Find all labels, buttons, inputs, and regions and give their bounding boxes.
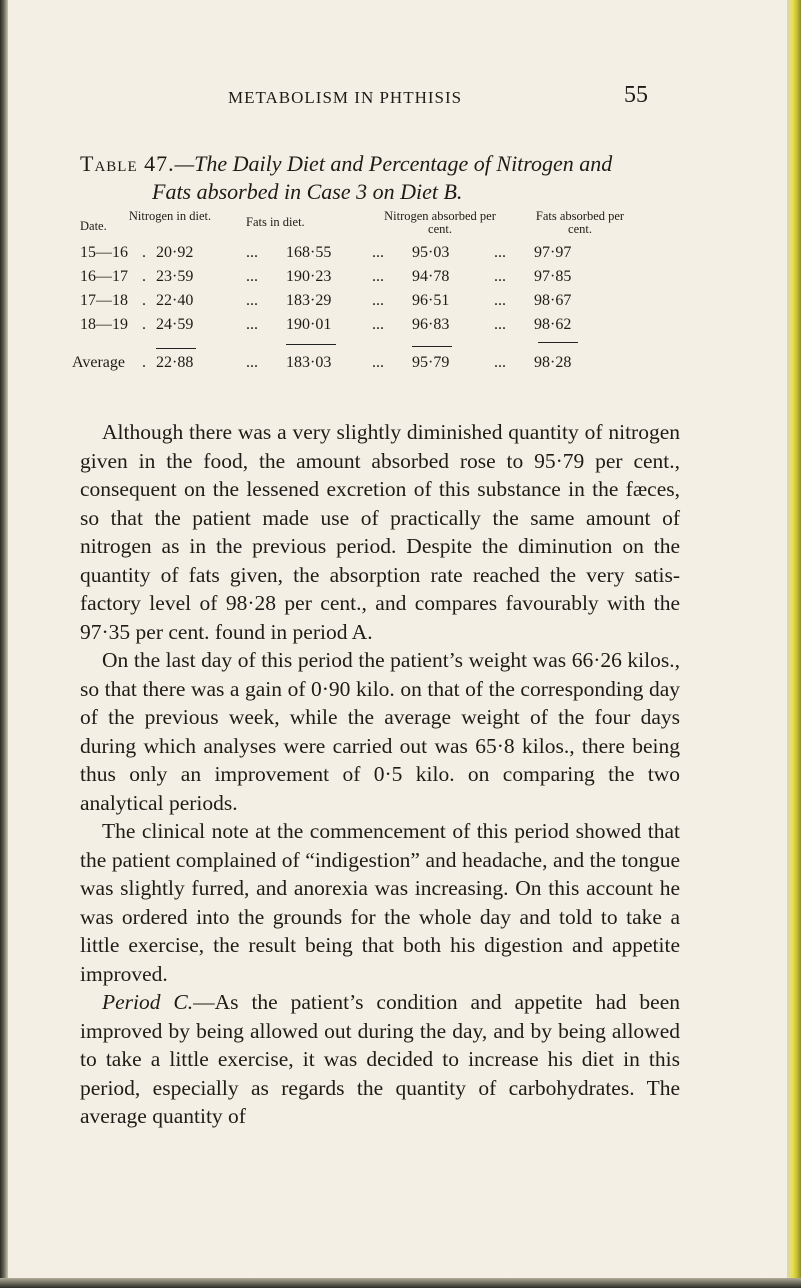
cell-average-label: Average [72, 354, 125, 371]
cell-fats: 190·23 [286, 268, 332, 285]
page-header [228, 82, 648, 112]
cell-ellipsis: ... [246, 354, 258, 371]
running-head: METABOLISM IN PHTHISIS [228, 88, 463, 107]
period-heading: Period C. [102, 990, 194, 1014]
cell-ellipsis: ... [246, 292, 258, 309]
cell-nitrogen-absorbed: 96·51 [412, 292, 450, 309]
cell-ellipsis: ... [494, 244, 506, 261]
paragraph [80, 988, 680, 1131]
cell-date: 16—17 [80, 268, 128, 285]
cell-dot: . [142, 268, 146, 285]
cell-ellipsis: ... [372, 268, 384, 285]
cell-nitrogen-absorbed: 95·79 [412, 354, 450, 371]
cell-fats: 183·29 [286, 292, 332, 309]
cell-date: 18—19 [80, 316, 128, 333]
cell-fats: 168·55 [286, 244, 332, 261]
header-nitrogen-absorbed: Nitrogen absorbed per cent. [384, 209, 496, 236]
page-edge-right [787, 0, 801, 1288]
cell-ellipsis: ... [494, 268, 506, 285]
table-row [76, 292, 676, 316]
header-nitrogen-diet: Nitrogen in diet. [128, 209, 212, 223]
header-fats-diet: Fats in diet. [246, 215, 305, 229]
cell-nitrogen-absorbed: 96·83 [412, 316, 450, 333]
cell-dot: . [142, 292, 146, 309]
cell-fats: 190·01 [286, 316, 332, 333]
table-row [76, 268, 676, 292]
page-number: 55 [624, 82, 648, 108]
cell-ellipsis: ... [372, 316, 384, 333]
cell-dot: . [142, 354, 146, 371]
cell-fats: 183·03 [286, 354, 332, 371]
cell-ellipsis: ... [246, 316, 258, 333]
rule [538, 342, 578, 343]
paragraph: The clinical note at the commencement of this period showed that the patient complained of “indigestion” and headache, and the tongue was slightly furred, and anorexia was increasing. On this account he was ordered into the grounds for the whole day and told to take a little exercise, the result being that both his digestion and appetite improved. [80, 819, 680, 986]
cell-dot: . [142, 316, 146, 333]
cell-nitrogen: 22·88 [156, 354, 194, 371]
table-caption [80, 150, 700, 206]
table-row [76, 244, 676, 268]
cell-ellipsis: ... [246, 244, 258, 261]
cell-nitrogen: 23·59 [156, 268, 194, 285]
cell-dot: . [142, 244, 146, 261]
cell-ellipsis: ... [246, 268, 258, 285]
data-table [72, 209, 676, 378]
cell-ellipsis: ... [494, 354, 506, 371]
header-fats-absorbed: Fats absorbed per cent. [535, 209, 625, 236]
paragraph-text: —As the patient’s condition and appetite had been improved by being allowed out during the day, and by being allowed to take a little exercise, it was decided to increase his diet in this period, especially as regards the quantity of carbohydrates. The average quantity of [80, 990, 680, 1128]
cell-ellipsis: ... [372, 292, 384, 309]
cell-nitrogen-absorbed: 95·03 [412, 244, 450, 261]
cell-date: 17—18 [80, 292, 128, 309]
cell-nitrogen: 20·92 [156, 244, 194, 261]
cell-date: 15—16 [80, 244, 128, 261]
cell-ellipsis: ... [372, 354, 384, 371]
paragraph: On the last day of this period the patient’s weight was 66·26 kilos., so that there was a gain of 0·90 kilo. on that of the corresponding day of the previous week, while the average weight of the four days during which analyses were carried out was 65·8 kilos., there being thus only an improvement of 0·5 kilo. on comparing the two analytical periods. [80, 648, 680, 815]
rule [286, 344, 336, 345]
cell-ellipsis: ... [494, 292, 506, 309]
cell-nitrogen: 24·59 [156, 316, 194, 333]
cell-nitrogen-absorbed: 94·78 [412, 268, 450, 285]
table-row [76, 316, 676, 340]
cell-ellipsis: ... [494, 316, 506, 333]
caption-line-1: —The Daily Diet and Percentage of Nitrogen and [174, 151, 613, 176]
cell-ellipsis: ... [372, 244, 384, 261]
header-date: Date. [80, 219, 107, 233]
table-header-row [76, 210, 676, 244]
cell-fats-absorbed: 98·28 [534, 354, 572, 371]
cell-nitrogen: 22·40 [156, 292, 194, 309]
paragraph: Although there was a very slightly diminished quantity of nitrogen given in the food, the amount absorbed rose to 95·79 per cent., consequent on the lessened excretion of this substance in the fæces, so that the patient made use of practically the same amount of nitrogen as in the previous period. Despite the diminution on the quantity of fats given, the absorption rate reached the very satis-factory level of 98·28 per cent., and compares favourably with the 97·35 per cent. found in period A. [80, 420, 680, 644]
table-average-row [72, 354, 676, 378]
rule [412, 346, 452, 347]
caption-line-2: Fats absorbed in Case 3 on Diet B. [152, 179, 463, 204]
rule [156, 348, 196, 349]
cell-fats-absorbed: 97·97 [534, 244, 572, 261]
cell-fats-absorbed: 98·62 [534, 316, 572, 333]
page-edge-bottom [0, 1278, 801, 1288]
cell-fats-absorbed: 97·85 [534, 268, 572, 285]
body-text [80, 418, 680, 1131]
page-edge-left [0, 0, 8, 1288]
table-label: Table 47. [80, 151, 175, 176]
cell-fats-absorbed: 98·67 [534, 292, 572, 309]
total-rules-row [76, 340, 676, 354]
